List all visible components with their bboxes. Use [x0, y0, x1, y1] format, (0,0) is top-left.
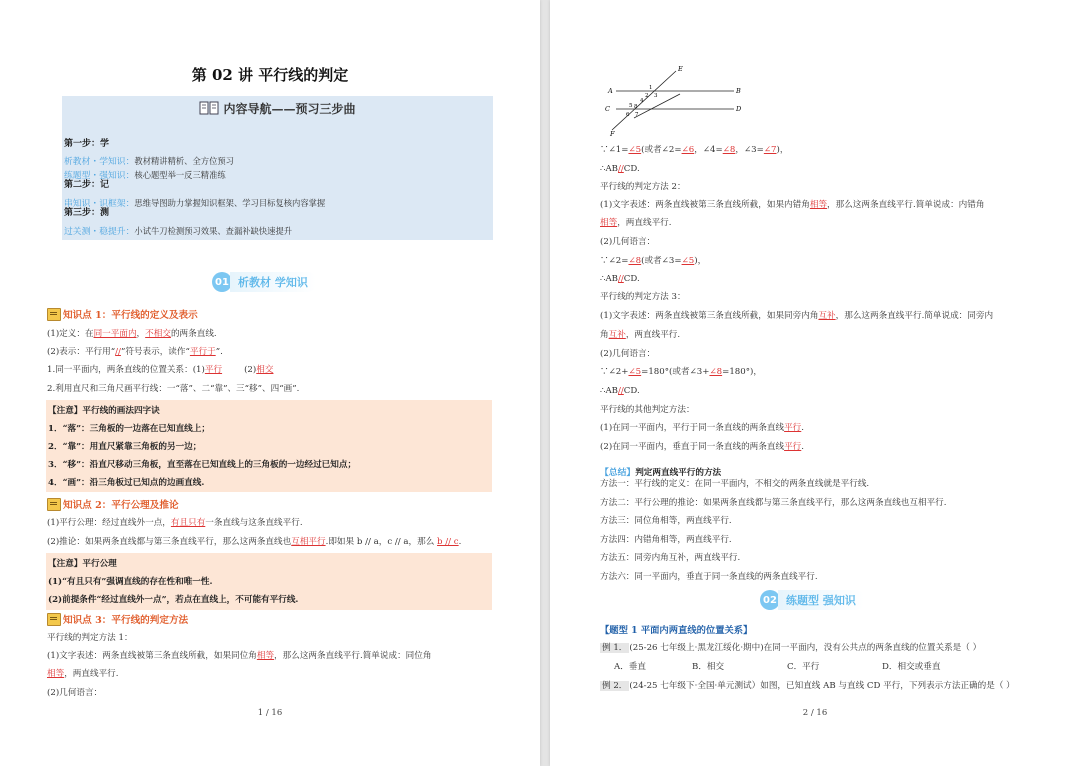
text-line: 方法三：同位角相等，两直线平行. — [600, 516, 732, 526]
text-line: ∴AB//CD. — [600, 386, 640, 396]
text-line: (2)在同一平面内，垂直于同一条直线的两条直线平行. — [600, 442, 804, 452]
svg-text:A: A — [608, 87, 613, 95]
text-line: ∴AB//CD. — [600, 274, 640, 284]
note-box-axiom: 【注意】平行公理 (1)“有且只有”强调直线的存在性和唯一性. (2)前提条件“经过直线外一点”，若点在直线上，不可能有平行线. — [46, 553, 492, 610]
text-line: (1)平行公理：经过直线外一点，有且只有一条直线与这条直线平行. — [47, 518, 303, 528]
text-line: (2)几何语言： — [600, 349, 656, 359]
text-line: (1)定义：在同一平面内，不相交的两条直线. — [47, 329, 217, 339]
svg-text:5: 5 — [629, 103, 633, 109]
text-line: 方法四：内错角相等，两直线平行. — [600, 535, 732, 545]
text-line: 平行线的其他判定方法： — [600, 405, 695, 415]
svg-text:1: 1 — [649, 85, 653, 91]
text-line: ∵∠1=∠5(或者∠2=∠6，∠4=∠8，∠3=∠7)， — [600, 145, 789, 155]
svg-text:B: B — [736, 87, 741, 95]
text-line: ∵∠2=∠8(或者∠3=∠5)， — [600, 256, 707, 266]
page-2 — [550, 0, 1080, 766]
text-line: ∴AB//CD. — [600, 164, 640, 174]
book-icon — [199, 100, 219, 116]
note-box-drawing: 【注意】平行线的画法四字诀 1．“落”：三角板的一边落在已知直线上； 2．“靠”：用直尺紧靠三角板的另一边； 3．“移”：沿直尺移动三角板，直至落在已知直线上的三角板的一边经过已知点； 4．“画”：沿三角板过已知点的边画直线. — [46, 400, 492, 492]
section-badge-01: 01 析教材 学知识 — [212, 272, 316, 292]
text-line: 平行线的判定方法 1： — [47, 633, 133, 643]
knowledge-point-3: 知识点 3：平行线的判定方法 — [47, 612, 188, 626]
text-line: (2)几何语言： — [47, 688, 103, 698]
nav-row-1: 析教材・学知识：教材精讲精析、全方位预习 — [64, 156, 234, 167]
svg-text:7: 7 — [635, 112, 639, 118]
svg-text:F: F — [610, 130, 615, 136]
svg-text:3: 3 — [654, 93, 658, 99]
pencil-note-icon — [47, 498, 61, 511]
text-line: (2)几何语言： — [600, 237, 656, 247]
text-line: 角互补，两直线平行. — [600, 330, 681, 340]
text-line: 方法二：平行公理的推论：如果两条直线都与第三条直线平行，那么这两条直线也互相平行. — [600, 498, 947, 508]
text-line: (1)文字表述：两条直线被第三条直线所截，如果同位角相等，那么这两条直线平行.简单说成：同位角 — [47, 651, 432, 661]
svg-text:2: 2 — [645, 93, 649, 99]
text-line: 1.同一平面内，两条直线的位置关系：(1)平行 (2)相交 — [47, 365, 274, 375]
text-line: (2)表示：平行用“//”符号表示，读作“平行于”. — [47, 347, 223, 357]
nav-row-2: 练题型・强知识：核心题型举一反三精准练 — [64, 170, 226, 181]
text-line: (1)文字表述：两条直线被第三条直线所截，如果同旁内角互补，那么这两条直线平行.简单说成：同旁内 — [600, 311, 994, 321]
page-number: 2 / 16 — [802, 708, 828, 718]
example-1: 例 1． (25-26 七年级上·黑龙江绥化·期中)在同一平面内，没有公共点的两条直线的位置关系是（ ） — [602, 643, 982, 653]
page-number: 1 / 16 — [257, 708, 283, 718]
content-navigation-box — [62, 96, 493, 240]
question-type-heading: 【题型 1 平面内两直线的位置关系】 — [600, 625, 753, 636]
nav-step-2: 第二步：记 — [64, 180, 110, 190]
page-title: 第 02 讲 平行线的判定 — [191, 66, 349, 84]
text-line: 方法五：同旁内角互补，两直线平行. — [600, 553, 741, 563]
knowledge-point-2: 知识点 2：平行公理及推论 — [47, 497, 179, 511]
text-line: 方法六：同一平面内，垂直于同一条直线的两条直线平行. — [600, 572, 818, 582]
text-line: 2.利用直尺和三角尺画平行线：一“落”、二“靠”、三“移”、四“画”. — [47, 384, 300, 394]
text-line: 平行线的判定方法 2： — [600, 182, 686, 192]
summary-heading: 【总结】判定两直线平行的方法 — [600, 468, 722, 478]
nav-heading: 内容导航——预习三步曲 — [62, 100, 493, 117]
section-badge-02: 02 练题型 强知识 — [760, 590, 864, 610]
text-line: 相等，两直线平行. — [47, 669, 119, 679]
example-2: 例 2． (24-25 七年级下·全国·单元测试）如图，已知直线 AB 与直线 CD 平行，下列表示方法正确的是（ ） — [602, 681, 1015, 691]
text-line: (1)文字表述：两条直线被第三条直线所截，如果内错角相等，那么这两条直线平行.简单说成：内错角 — [600, 200, 985, 210]
page-gutter — [540, 0, 550, 766]
svg-text:C: C — [605, 105, 610, 113]
parallel-lines-figure — [600, 64, 750, 136]
knowledge-point-1: 知识点 1：平行线的定义及表示 — [47, 307, 198, 321]
nav-step-1: 第一步：学 — [64, 139, 110, 149]
svg-text:E: E — [678, 65, 683, 73]
text-line: (2)推论：如果两条直线都与第三条直线平行，那么这两条直线也互相平行.即如果 b // a，c // a，那么 b // c. — [47, 537, 462, 547]
nav-row-3: 串知识・识框架：思维导图助力掌握知识框架、学习目标复核内容掌握 — [64, 198, 326, 209]
example-1-options: A．垂直 B．相交 C．平行 D．相交或垂直 — [614, 662, 941, 672]
pencil-note-icon — [47, 613, 61, 626]
svg-text:4: 4 — [640, 98, 644, 104]
svg-text:8: 8 — [634, 104, 638, 110]
text-line: 方法一：平行线的定义：在同一平面内，不相交的两条直线就是平行线. — [600, 479, 870, 489]
text-line: (1)在同一平面内，平行于同一条直线的两条直线平行. — [600, 423, 804, 433]
svg-text:6: 6 — [626, 112, 630, 118]
nav-row-4: 过关测・稳提升：小试牛刀检测预习效果、查漏补缺快速提升 — [64, 226, 293, 237]
nav-step-3: 第三步：测 — [64, 208, 110, 218]
text-line: 平行线的判定方法 3： — [600, 292, 686, 302]
text-line: ∵∠2+∠5=180°(或者∠3+∠8=180°)， — [600, 367, 762, 377]
svg-text:D: D — [736, 105, 742, 113]
pencil-note-icon — [47, 308, 61, 321]
text-line: 相等，两直线平行. — [600, 218, 672, 228]
